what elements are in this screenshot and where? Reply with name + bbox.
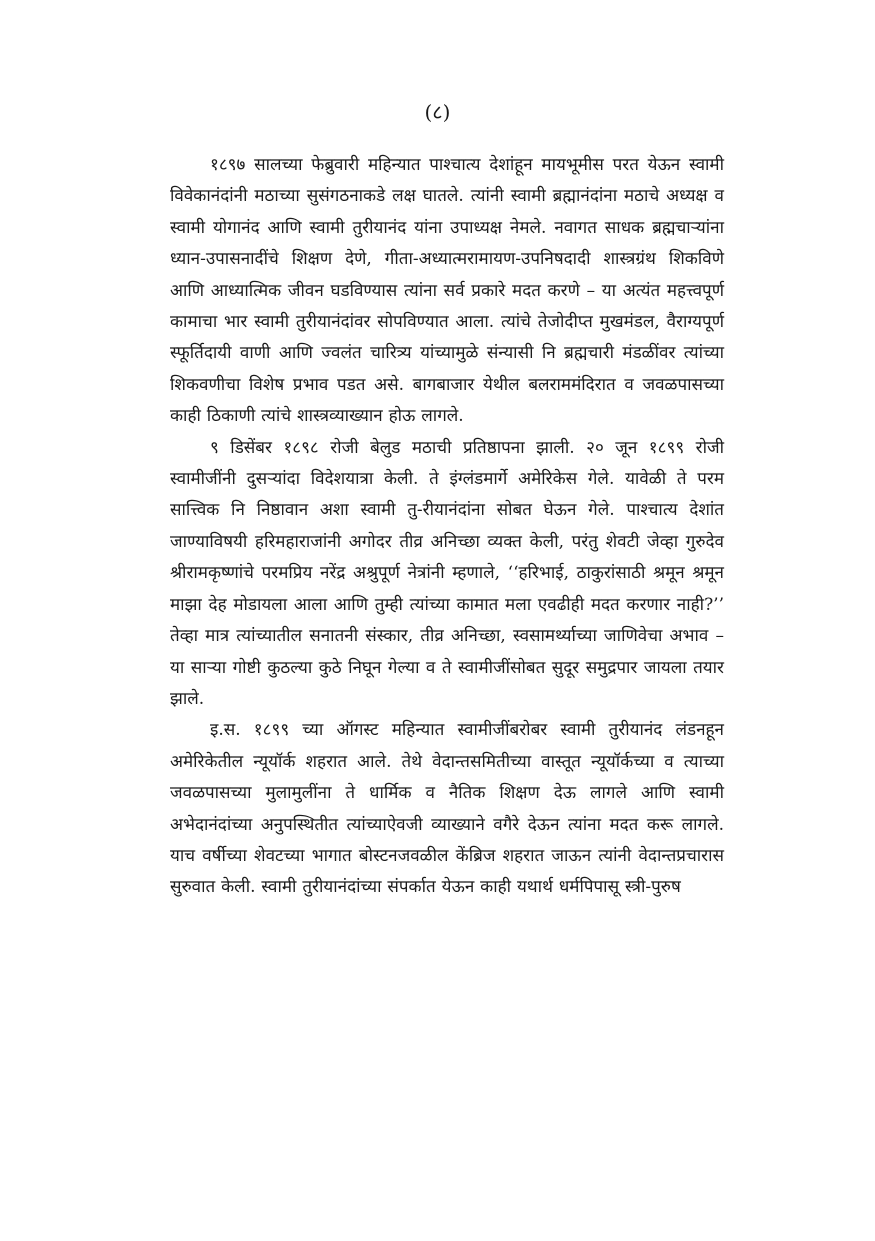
page-number: (८) [424, 100, 451, 124]
paragraph-1: १८९७ सालच्या फेब्रुवारी महिन्यात पाश्चात्य देशांहून मायभूमीस परत येऊन स्वामी विवेकानंदांनी मठाच्या सुसंगठनाकडे लक्ष घातले. त्यांनी स्वामी ब्रह्मानंदांना मठाचे अध्यक्ष व स्वामी योगानंद आणि स्वामी तुरीयानंद यांना उपाध्यक्ष नेमले. नवागत साधक ब्रह्मचाऱ्यांना ध्यान-उपासनादींचे शिक्षण देणे, गीता-अध्यात्मरामायण-उपनिषदादी शास्त्रग्रंथ शिकविणे आणि आध्यात्मिक जीवन घडविण्यास त्यांना सर्व प्रकारे मदत करणे – या अत्यंत महत्त्वपूर्ण कामाचा भार स्वामी तुरीयानंदांवर सोपविण्यात आला. त्यांचे तेजोदीप्त मुखमंडल, वैराग्यपूर्ण स्फूर्तिदायी वाणी आणि ज्वलंत चारित्र्य यांच्यामुळे संन्यासी नि ब्रह्मचारी मंडळींवर त्यांच्या शिकवणीचा विशेष प्रभाव पडत असे. बागबाजार येथील बलराममंदिरात व जवळपासच्या काही ठिकाणी त्यांचे शास्त्रव्याख्यान होऊ लागले. [170, 155, 724, 427]
paragraph-3: इ.स. १८९९ च्या ऑगस्ट महिन्यात स्वामीजींबरोबर स्वामी तुरीयानंद लंडनहून अमेरिकेतील न्यूयॉर्क शहरात आले. तेथे वेदान्तसमितीच्या वास्तूत न्यूयॉर्कच्या व त्याच्या जवळपासच्या मुलामुलींना ते धार्मिक व नैतिक शिक्षण देऊ लागले आणि स्वामी अभेदानंदांच्या अनुपस्थितीत त्यांच्याऐवजी व्याख्याने वगैरे देऊन त्यांना मदत करू लागले. याच वर्षीच्या शेवटच्या भागात बोस्टनजवळील केंब्रिज शहरात जाऊन त्यांनी वेदान्तप्रचारास सुरुवात केली. स्वामी तुरीयानंदांच्या संपर्कात येऊन काही यथार्थ धर्मपिपासू स्त्री-पुरुष [170, 720, 724, 898]
body-text [170, 150, 724, 904]
paragraph-2: ९ डिसेंबर १८९८ रोजी बेलुड मठाची प्रतिष्ठापना झाली. २० जून १८९९ रोजी स्वामीजींनी दुसऱ्यांदा विदेशयात्रा केली. ते इंग्लंडमार्गे अमेरिकेस गेले. यावेळी ते परम सात्त्विक नि निष्ठावान अशा स्वामी तु-रीयानंदांना सोबत घेऊन गेले. पाश्चात्य देशांत जाण्याविषयी हरिमहाराजांनी अगोदर तीव्र अनिच्छा व्यक्त केली, परंतु शेवटी जेव्हा गुरुदेव श्रीरामकृष्णांचे परमप्रिय नरेंद्र अश्रुपूर्ण नेत्रांनी म्हणाले, ‘‘हरिभाई, ठाकुरांसाठी श्रमून श्रमून माझा देह मोडायला आला आणि तुम्ही त्यांच्या कामात मला एवढीही मदत करणार नाही?’’ तेव्हा मात्र त्यांच्यातील सनातनी संस्कार, तीव्र अनिच्छा, स्वसामर्थ्याच्या जाणिवेचा अभाव – या साऱ्या गोष्टी कुठल्या कुठे निघून गेल्या व ते स्वामीजींसोबत सुदूर समुद्रपार जायला तयार झाले. [170, 437, 724, 709]
